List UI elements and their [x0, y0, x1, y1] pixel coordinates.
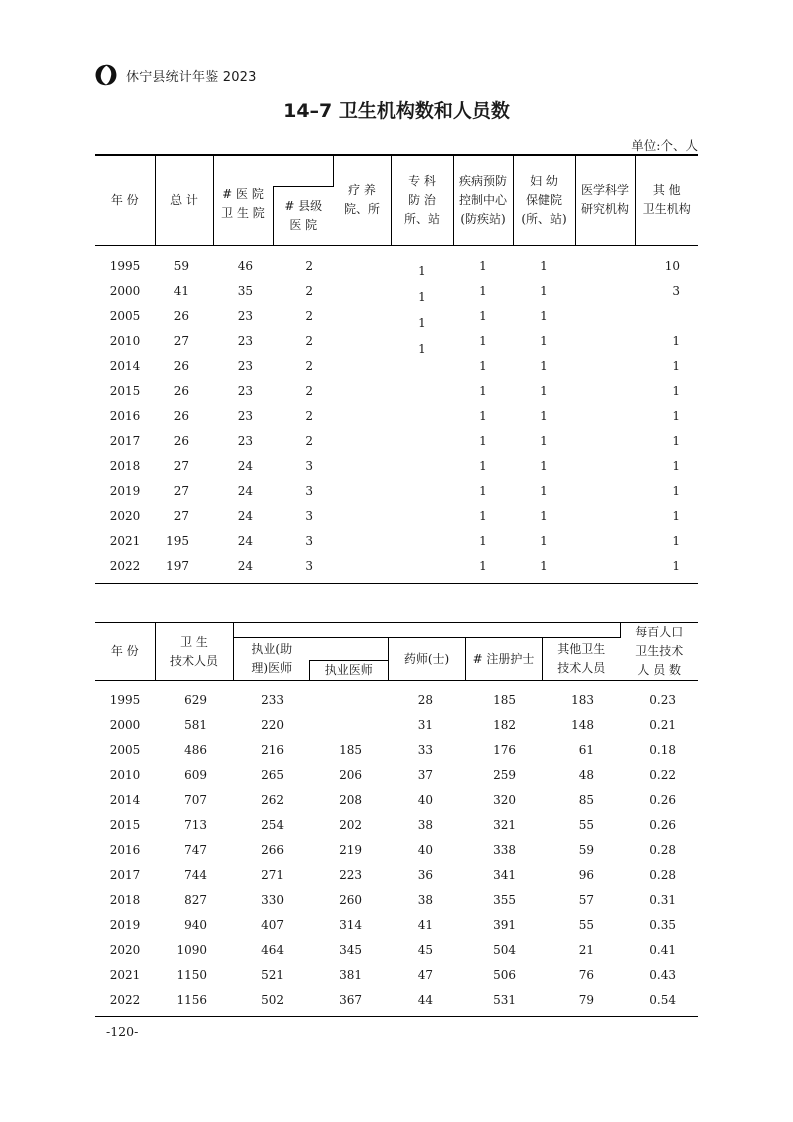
- tech-cell: 609: [184, 767, 207, 782]
- year-cell: 2017: [109, 434, 141, 448]
- doctor-cell: 265: [261, 767, 284, 782]
- research-cell: [575, 329, 635, 354]
- pharmacist-cell: 47: [417, 967, 433, 982]
- sanatorium-cell: [333, 429, 391, 454]
- other-cell: 10: [664, 259, 680, 273]
- hospital-cell: 24: [237, 459, 253, 473]
- other-cell: 3: [672, 284, 680, 298]
- total-cell: 27: [173, 484, 189, 498]
- total-cell: 195: [166, 534, 189, 548]
- mch-cell: 1: [540, 384, 548, 398]
- hospital-cell: 23: [237, 309, 253, 323]
- total-cell: 26: [173, 384, 189, 398]
- cdc-cell: 1: [479, 309, 487, 323]
- year-cell: 2016: [109, 842, 141, 857]
- county-cell: 3: [305, 484, 313, 498]
- institutions-table: [95, 154, 698, 584]
- county-cell: 3: [305, 459, 313, 473]
- doctor-cell: 262: [261, 792, 284, 807]
- cdc-cell: 1: [479, 484, 487, 498]
- county-cell: 2: [305, 409, 313, 423]
- sanatorium-cell: [333, 454, 391, 479]
- research-cell: [575, 304, 635, 329]
- year-cell: 2019: [109, 917, 141, 932]
- county-cell: 2: [305, 259, 313, 273]
- year-cell: 2000: [109, 717, 141, 732]
- total-cell: 26: [173, 409, 189, 423]
- header-tech-span: [233, 623, 620, 638]
- doctor-cell: 266: [261, 842, 284, 857]
- year-cell: 2016: [109, 409, 141, 423]
- doctor-cell: 502: [261, 992, 284, 1007]
- tech-cell: 1156: [176, 992, 207, 1007]
- tech-cell: 713: [184, 817, 207, 832]
- tech-cell: 581: [184, 717, 207, 732]
- total-cell: 197: [166, 559, 189, 573]
- doctor-cell: 407: [261, 917, 284, 932]
- year-cell: 1995: [109, 692, 141, 707]
- nurse-cell: 391: [493, 917, 516, 932]
- table-row: [95, 762, 698, 787]
- tech-cell: 1150: [176, 967, 207, 982]
- page-number: -120-: [106, 1024, 139, 1039]
- table-row: [95, 912, 698, 937]
- nurse-cell: 506: [493, 967, 516, 982]
- mch-cell: 1: [540, 534, 548, 548]
- other-cell: 148: [571, 717, 594, 732]
- pharmacist-cell: 37: [417, 767, 433, 782]
- hospital-cell: 23: [237, 334, 253, 348]
- nurse-cell: 504: [493, 942, 516, 957]
- pharmacist-cell: 31: [417, 717, 433, 732]
- table-row: [95, 787, 698, 812]
- specialized-value: 1: [418, 341, 426, 356]
- yearbook-logo-icon: [92, 62, 120, 88]
- nurse-cell: 355: [493, 892, 516, 907]
- other-cell: 76: [578, 967, 594, 982]
- hospital-cell: 46: [237, 259, 253, 273]
- per100-cell: 0.26: [649, 817, 676, 832]
- header-special: 专 科 防 治 所、站: [391, 155, 453, 245]
- running-header: [92, 62, 257, 88]
- tech-cell: 1090: [176, 942, 207, 957]
- other-cell: 85: [578, 792, 594, 807]
- per100-cell: 0.21: [649, 717, 676, 732]
- table-row: [95, 962, 698, 987]
- sanatorium-cell: [333, 354, 391, 379]
- year-cell: 2019: [109, 484, 141, 498]
- other-cell: 183: [571, 692, 594, 707]
- year-cell: 2014: [109, 792, 141, 807]
- nurse-cell: 338: [493, 842, 516, 857]
- other-cell: 1: [672, 509, 680, 523]
- licensed-cell: 202: [339, 817, 362, 832]
- licensed-cell: [310, 712, 388, 737]
- sanatorium-cell: [333, 504, 391, 529]
- total-cell: 59: [173, 259, 189, 273]
- research-cell: [575, 504, 635, 529]
- per100-cell: 0.43: [649, 967, 676, 982]
- research-cell: [575, 354, 635, 379]
- year-cell: 2021: [109, 534, 141, 548]
- licensed-cell: 206: [339, 767, 362, 782]
- pharmacist-cell: 44: [417, 992, 433, 1007]
- header-pharmacist: 药师(士): [388, 638, 465, 681]
- licensed-cell: 219: [339, 842, 362, 857]
- tech-cell: 827: [184, 892, 207, 907]
- personnel-table: [95, 622, 698, 1017]
- year-cell: 2014: [109, 359, 141, 373]
- research-cell: [575, 429, 635, 454]
- table-row: [95, 987, 698, 1017]
- total-cell: 26: [173, 434, 189, 448]
- cdc-cell: 1: [479, 509, 487, 523]
- pharmacist-cell: 45: [417, 942, 433, 957]
- table-row: [95, 862, 698, 887]
- research-cell: [575, 554, 635, 584]
- specialized-value: 1: [418, 315, 426, 330]
- header-county: # 县级 医 院: [273, 187, 333, 246]
- research-cell: [575, 245, 635, 279]
- tech-cell: 486: [184, 742, 207, 757]
- per100-cell: 0.28: [649, 867, 676, 882]
- hospital-cell: 24: [237, 484, 253, 498]
- research-cell: [575, 404, 635, 429]
- year-cell: 2015: [109, 817, 141, 832]
- table-row: [95, 245, 698, 279]
- nurse-cell: 321: [493, 817, 516, 832]
- sanatorium-cell: [333, 329, 391, 354]
- mch-cell: 1: [540, 284, 548, 298]
- pharmacist-cell: 28: [417, 692, 433, 707]
- other-cell: 1: [672, 559, 680, 573]
- doctor-cell: 254: [261, 817, 284, 832]
- year-cell: 2017: [109, 867, 141, 882]
- county-cell: 2: [305, 284, 313, 298]
- total-cell: 41: [173, 284, 189, 298]
- mch-cell: 1: [540, 409, 548, 423]
- other-cell: 48: [578, 767, 594, 782]
- year-cell: 2018: [109, 459, 141, 473]
- licensed-cell: 208: [339, 792, 362, 807]
- doctor-cell: 464: [261, 942, 284, 957]
- other-cell: 57: [578, 892, 594, 907]
- county-cell: 2: [305, 434, 313, 448]
- other-cell: 1: [672, 409, 680, 423]
- year-cell: 2000: [109, 284, 141, 298]
- table-row: [95, 681, 698, 713]
- licensed-cell: 345: [339, 942, 362, 957]
- header-nurse: # 注册护士: [465, 638, 542, 681]
- doctor-cell: 330: [261, 892, 284, 907]
- tech-cell: 707: [184, 792, 207, 807]
- specialized-value: 1: [418, 263, 426, 278]
- county-cell: 2: [305, 334, 313, 348]
- year-cell: 2005: [109, 309, 141, 323]
- yearbook-title: 休宁县统计年鉴 2023: [126, 69, 257, 85]
- other-cell: 55: [578, 817, 594, 832]
- county-cell: 2: [305, 384, 313, 398]
- tech-cell: 747: [184, 842, 207, 857]
- table-row: [95, 937, 698, 962]
- other-cell: 1: [672, 384, 680, 398]
- sanatorium-cell: [333, 379, 391, 404]
- year-cell: 2018: [109, 892, 141, 907]
- research-cell: [575, 529, 635, 554]
- total-cell: 27: [173, 459, 189, 473]
- cdc-cell: 1: [479, 334, 487, 348]
- year-cell: 2022: [109, 992, 141, 1007]
- research-cell: [575, 279, 635, 304]
- research-cell: [575, 379, 635, 404]
- other-cell: 96: [578, 867, 594, 882]
- doctor-cell: 216: [261, 742, 284, 757]
- research-cell: [575, 479, 635, 504]
- cdc-cell: 1: [479, 409, 487, 423]
- nurse-cell: 320: [493, 792, 516, 807]
- header-sanatorium: 疗 养 院、所: [333, 155, 391, 245]
- header-other: 其他卫生 技术人员: [542, 638, 620, 681]
- other-cell: 55: [578, 917, 594, 932]
- header-tech: 卫 生 技术人员: [155, 623, 233, 681]
- pharmacist-cell: 40: [417, 842, 433, 857]
- other-cell: 59: [578, 842, 594, 857]
- page-title: 14–7 卫生机构数和人员数: [283, 100, 510, 122]
- other-cell: 21: [578, 942, 594, 957]
- pharmacist-cell: 38: [417, 892, 433, 907]
- pharmacist-cell: 40: [417, 792, 433, 807]
- cdc-cell: 1: [479, 359, 487, 373]
- cdc-cell: 1: [479, 534, 487, 548]
- per100-cell: 0.18: [649, 742, 676, 757]
- table-row: [95, 812, 698, 837]
- header-licensed: 执业医师: [310, 638, 388, 681]
- tech-cell: 940: [184, 917, 207, 932]
- county-cell: 2: [305, 309, 313, 323]
- research-cell: [575, 454, 635, 479]
- per100-cell: 0.28: [649, 842, 676, 857]
- header-doctor: 执业(助 理)医师: [233, 638, 310, 681]
- year-cell: 2015: [109, 384, 141, 398]
- mch-cell: 1: [540, 559, 548, 573]
- hospital-cell: 23: [237, 384, 253, 398]
- header-cdc: 疾病预防 控制中心 (防疾站): [453, 155, 513, 245]
- county-cell: 3: [305, 509, 313, 523]
- mch-cell: 1: [540, 509, 548, 523]
- mch-cell: 1: [540, 484, 548, 498]
- per100-cell: 0.26: [649, 792, 676, 807]
- licensed-cell: 367: [339, 992, 362, 1007]
- pharmacist-cell: 41: [417, 917, 433, 932]
- licensed-cell: 314: [339, 917, 362, 932]
- cdc-cell: 1: [479, 434, 487, 448]
- year-cell: 2005: [109, 742, 141, 757]
- total-cell: 26: [173, 359, 189, 373]
- other-cell: 1: [672, 434, 680, 448]
- sanatorium-cell: [333, 529, 391, 554]
- other-cell: [635, 304, 698, 329]
- per100-cell: 0.35: [649, 917, 676, 932]
- sanatorium-cell: [333, 404, 391, 429]
- hospital-cell: 23: [237, 434, 253, 448]
- total-cell: 27: [173, 509, 189, 523]
- nurse-cell: 531: [493, 992, 516, 1007]
- total-cell: 26: [173, 309, 189, 323]
- cdc-cell: 1: [479, 459, 487, 473]
- header-year: 年 份: [95, 155, 155, 245]
- hospital-cell: 23: [237, 409, 253, 423]
- sanatorium-cell: [333, 279, 391, 304]
- cdc-cell: 1: [479, 259, 487, 273]
- header-per100: 每百人口 卫生技术 人 员 数: [620, 623, 698, 681]
- mch-cell: 1: [540, 259, 548, 273]
- doctor-cell: 521: [261, 967, 284, 982]
- licensed-cell: [310, 681, 388, 713]
- county-cell: 3: [305, 534, 313, 548]
- doctor-cell: 233: [261, 692, 284, 707]
- county-cell: 2: [305, 359, 313, 373]
- year-cell: 2022: [109, 559, 141, 573]
- pharmacist-cell: 33: [417, 742, 433, 757]
- licensed-cell: 223: [339, 867, 362, 882]
- specialized-cell: [391, 245, 453, 583]
- header-year: 年 份: [95, 623, 155, 681]
- mch-cell: 1: [540, 359, 548, 373]
- header-total: 总 计: [155, 155, 213, 245]
- table-row: [95, 887, 698, 912]
- per100-cell: 0.54: [649, 992, 676, 1007]
- year-cell: 2020: [109, 942, 141, 957]
- per100-cell: 0.22: [649, 767, 676, 782]
- table-row: [95, 837, 698, 862]
- per100-cell: 0.31: [649, 892, 676, 907]
- other-cell: 1: [672, 484, 680, 498]
- cdc-cell: 1: [479, 559, 487, 573]
- hospital-cell: 35: [237, 284, 253, 298]
- sanatorium-cell: [333, 554, 391, 584]
- hospital-cell: 24: [237, 509, 253, 523]
- nurse-cell: 259: [493, 767, 516, 782]
- sanatorium-cell: [333, 245, 391, 279]
- unit-label: 单位:个、人: [631, 138, 698, 153]
- table-row: [95, 737, 698, 762]
- sanatorium-cell: [333, 304, 391, 329]
- nurse-cell: 185: [493, 692, 516, 707]
- sanatorium-cell: [333, 479, 391, 504]
- mch-cell: 1: [540, 459, 548, 473]
- other-cell: 1: [672, 359, 680, 373]
- hospital-cell: 24: [237, 559, 253, 573]
- year-cell: 2010: [109, 767, 141, 782]
- licensed-cell: 381: [339, 967, 362, 982]
- year-cell: 1995: [109, 259, 141, 273]
- specialized-value: 1: [418, 289, 426, 304]
- other-cell: 1: [672, 334, 680, 348]
- mch-cell: 1: [540, 309, 548, 323]
- other-cell: 1: [672, 534, 680, 548]
- total-cell: 27: [173, 334, 189, 348]
- mch-cell: 1: [540, 334, 548, 348]
- doctor-cell: 220: [261, 717, 284, 732]
- other-cell: 1: [672, 459, 680, 473]
- year-cell: 2010: [109, 334, 141, 348]
- table-row: [95, 712, 698, 737]
- tech-cell: 629: [184, 692, 207, 707]
- per100-cell: 0.41: [649, 942, 676, 957]
- other-cell: 79: [578, 992, 594, 1007]
- licensed-cell: 185: [339, 742, 362, 757]
- header-mch: 妇 幼 保健院 (所、站): [513, 155, 575, 245]
- nurse-cell: 182: [493, 717, 516, 732]
- tech-cell: 744: [184, 867, 207, 882]
- licensed-cell: 260: [339, 892, 362, 907]
- cdc-cell: 1: [479, 284, 487, 298]
- cdc-cell: 1: [479, 384, 487, 398]
- mch-cell: 1: [540, 434, 548, 448]
- header-other: 其 他 卫生机构: [635, 155, 698, 245]
- pharmacist-cell: 38: [417, 817, 433, 832]
- hospital-cell: 24: [237, 534, 253, 548]
- nurse-cell: 341: [493, 867, 516, 882]
- header-hospital: # 医 院 卫 生 院: [213, 175, 273, 234]
- header-research: 医学科学 研究机构: [575, 155, 635, 245]
- pharmacist-cell: 36: [417, 867, 433, 882]
- other-cell: 61: [578, 742, 594, 757]
- year-cell: 2020: [109, 509, 141, 523]
- county-cell: 3: [305, 559, 313, 573]
- hospital-cell: 23: [237, 359, 253, 373]
- year-cell: 2021: [109, 967, 141, 982]
- nurse-cell: 176: [493, 742, 516, 757]
- per100-cell: 0.23: [649, 692, 676, 707]
- doctor-cell: 271: [261, 867, 284, 882]
